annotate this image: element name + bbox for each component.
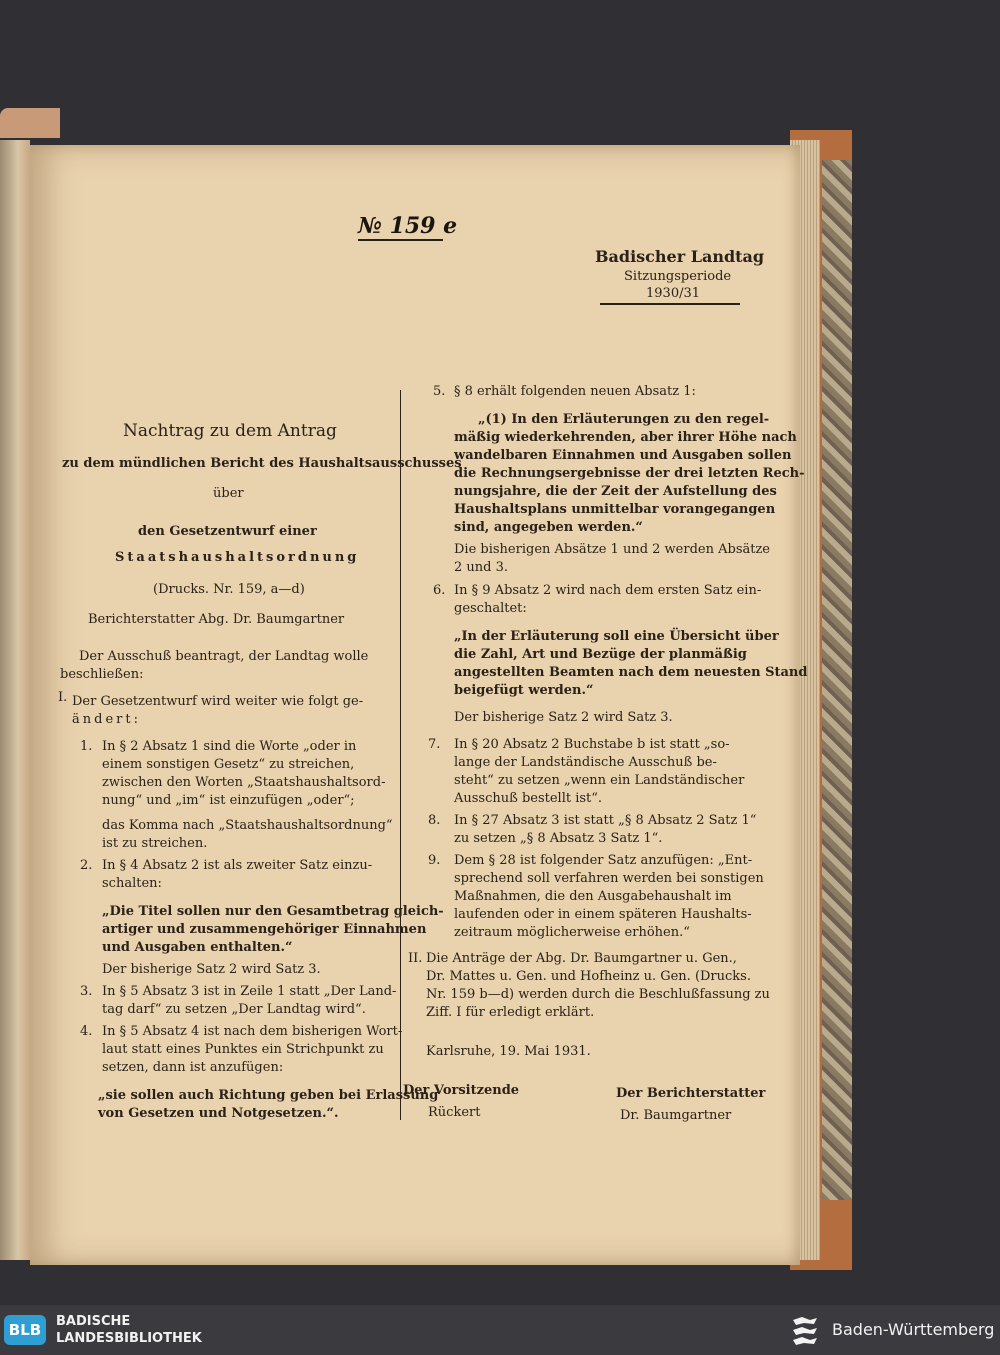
library-name[interactable] <box>56 1313 202 1347</box>
item6-note: Der bisherige Satz 2 wird Satz 3. <box>454 710 673 725</box>
point1-line-2: ändert: <box>72 712 141 727</box>
item7-line-1: In § 20 Absatz 2 Buchstabe b ist statt „so- <box>454 737 730 752</box>
item-number: 2. <box>80 858 93 873</box>
item2-line-2: schalten: <box>102 876 162 891</box>
doc-title: Nachtrag zu dem Antrag <box>123 421 337 441</box>
chair-title: Der Vorsitzende <box>403 1083 520 1098</box>
item4-line-3: setzen, dann ist anzufügen: <box>102 1060 284 1075</box>
item-number: 1. <box>80 739 93 754</box>
point2-line-4: Ziff. I für erledigt erklärt. <box>426 1005 595 1020</box>
chair-name: Rückert <box>428 1105 481 1120</box>
item5-quote-5: nungsjahre, die der Zeit der Aufstellung des <box>454 484 777 499</box>
item2-quote-2: artiger und zusammengehöriger Einnahmen <box>102 922 427 937</box>
print-reference: (Drucks. Nr. 159, a—d) <box>153 582 305 597</box>
ueber-label: über <box>213 486 244 501</box>
document-page <box>30 145 808 1265</box>
item1-line-1: In § 2 Absatz 1 sind die Worte „oder in <box>102 739 357 754</box>
item1b-line-1: das Komma nach „Staatshaushaltsordnung“ <box>102 818 393 833</box>
item8-line-2: zu setzen „§ 8 Absatz 3 Satz 1“. <box>454 831 663 846</box>
item6-line-2: geschaltet: <box>454 601 527 616</box>
item6-quote-3: angestellten Beamten nach dem neuesten Stand <box>454 665 808 680</box>
book-cover-edge <box>0 108 60 138</box>
blb-logo[interactable]: BLB <box>4 1315 46 1345</box>
item2-quote-1: „Die Titel sollen nur den Gesamtbetrag gleich- <box>102 904 444 919</box>
item-number: 8. <box>428 813 441 828</box>
item3-line-2: tag darf“ zu setzen „Der Landtag wird“. <box>102 1002 366 1017</box>
item5-note-2: 2 und 3. <box>454 560 509 575</box>
rapporteur-name: Dr. Baumgartner <box>620 1108 732 1123</box>
item-number: 7. <box>428 737 441 752</box>
item3-line-1: In § 5 Absatz 3 ist in Zeile 1 statt „Der Land- <box>102 984 397 999</box>
point2-line-1: Die Anträge der Abg. Dr. Baumgartner u. Gen., <box>426 951 737 966</box>
item9-line-4: laufenden oder in einem späteren Haushalts- <box>454 907 752 922</box>
item9-line-2: sprechend soll verfahren werden bei sonstigen <box>454 871 764 886</box>
item-number: 3. <box>80 984 93 999</box>
item4-line-1: In § 5 Absatz 4 ist nach dem bisherigen Wort- <box>102 1024 403 1039</box>
left-page-edge <box>0 140 30 1260</box>
intro-line-2: beschließen: <box>60 667 144 682</box>
item2-quote-3: und Ausgaben enthalten.“ <box>102 940 293 955</box>
item2-note: Der bisherige Satz 2 wird Satz 3. <box>102 962 321 977</box>
law-title: Staatshaushaltsordnung <box>115 550 360 565</box>
point1-line-1: Der Gesetzentwurf wird weiter wie folgt ge- <box>72 694 364 709</box>
item6-quote-1: „In der Erläuterung soll eine Übersicht über <box>454 629 779 644</box>
item-number: 4. <box>80 1024 93 1039</box>
item4-quote-2: von Gesetzen und Notgesetzen.“. <box>98 1106 339 1121</box>
doc-subtitle: zu dem mündlichen Bericht des Haushaltsausschusses <box>62 456 462 471</box>
intro-line-1: Der Ausschuß beantragt, der Landtag wolle <box>79 649 369 664</box>
item5-line-1: § 8 erhält folgenden neuen Absatz 1: <box>454 384 696 399</box>
lions-coat-of-arms-icon <box>790 1314 820 1346</box>
item9-line-1: Dem § 28 ist folgender Satz anzufügen: „Ent- <box>454 853 753 868</box>
item9-line-3: Maßnahmen, die den Ausgabehaushalt im <box>454 889 732 904</box>
roman-two: II. <box>408 951 423 966</box>
library-line-1: BADISCHE <box>56 1314 131 1329</box>
item-number: 6. <box>433 583 446 598</box>
header-rule <box>600 303 740 305</box>
column-divider <box>400 390 401 1120</box>
item6-quote-4: beigefügt werden.“ <box>454 683 594 698</box>
number-underline <box>358 239 443 241</box>
item1-line-3: zwischen den Worten „Staatshaushaltsord- <box>102 775 386 790</box>
footer-bar <box>0 1305 1000 1355</box>
item5-quote-4: die Rechnungsergebnisse der drei letzten Rech- <box>454 466 805 481</box>
document-number: № 159 e <box>358 213 458 239</box>
rapporteur-title: Der Berichterstatter <box>616 1086 766 1101</box>
item4-quote-1: „sie sollen auch Richtung geben bei Erlassung <box>98 1088 439 1103</box>
item5-quote-6: Haushaltsplans unmittelbar vorangegangen <box>454 502 776 517</box>
session-years: 1930/31 <box>646 286 701 301</box>
item2-line-1: In § 4 Absatz 2 ist als zweiter Satz einzu- <box>102 858 373 873</box>
marbled-cover <box>822 160 852 1200</box>
draft-label: den Gesetzentwurf einer <box>138 524 317 539</box>
item7-line-4: Ausschuß bestellt ist“. <box>454 791 603 806</box>
item6-quote-2: die Zahl, Art und Bezüge der planmäßig <box>454 647 747 662</box>
item1-line-2: einem sonstigen Gesetz“ zu streichen, <box>102 757 355 772</box>
item5-note-1: Die bisherigen Absätze 1 und 2 werden Absätze <box>454 542 771 557</box>
point2-line-2: Dr. Mattes u. Gen. und Hofheinz u. Gen. (Drucks. <box>426 969 751 984</box>
library-line-2: LANDESBIBLIOTHEK <box>56 1331 202 1346</box>
item1-line-4: nung“ und „im“ ist einzufügen „oder“; <box>102 793 355 808</box>
item7-line-3: steht“ zu setzen „wenn ein Landständischer <box>454 773 745 788</box>
reporter-line: Berichterstatter Abg. Dr. Baumgartner <box>88 612 345 627</box>
roman-one: I. <box>58 690 68 705</box>
item7-line-2: lange der Landständische Ausschuß be- <box>454 755 717 770</box>
institution: Badischer Landtag <box>595 247 765 266</box>
item1b-line-2: ist zu streichen. <box>102 836 208 851</box>
item9-line-5: zeitraum möglicherweise erhöhen.“ <box>454 925 690 940</box>
state-name[interactable]: Baden-Württemberg <box>832 1320 995 1339</box>
item5-quote-2: mäßig wiederkehrenden, aber ihrer Höhe nach <box>454 430 797 445</box>
item5-quote-7: sind, angegeben werden.“ <box>454 520 643 535</box>
item-number: 5. <box>433 384 446 399</box>
item5-quote-1: „(1) In den Erläuterungen zu den regel- <box>478 412 770 427</box>
item4-line-2: laut statt eines Punktes ein Strichpunkt zu <box>102 1042 384 1057</box>
item8-line-1: In § 27 Absatz 3 ist statt „§ 8 Absatz 2 Satz 1“ <box>454 813 757 828</box>
session-label: Sitzungsperiode <box>624 269 732 284</box>
item6-line-1: In § 9 Absatz 2 wird nach dem ersten Satz ein- <box>454 583 762 598</box>
point2-line-3: Nr. 159 b—d) werden durch die Beschlußfassung zu <box>426 987 770 1002</box>
item-number: 9. <box>428 853 441 868</box>
item5-quote-3: wandelbaren Einnahmen und Ausgaben sollen <box>454 448 792 463</box>
place-date: Karlsruhe, 19. Mai 1931. <box>426 1044 591 1059</box>
